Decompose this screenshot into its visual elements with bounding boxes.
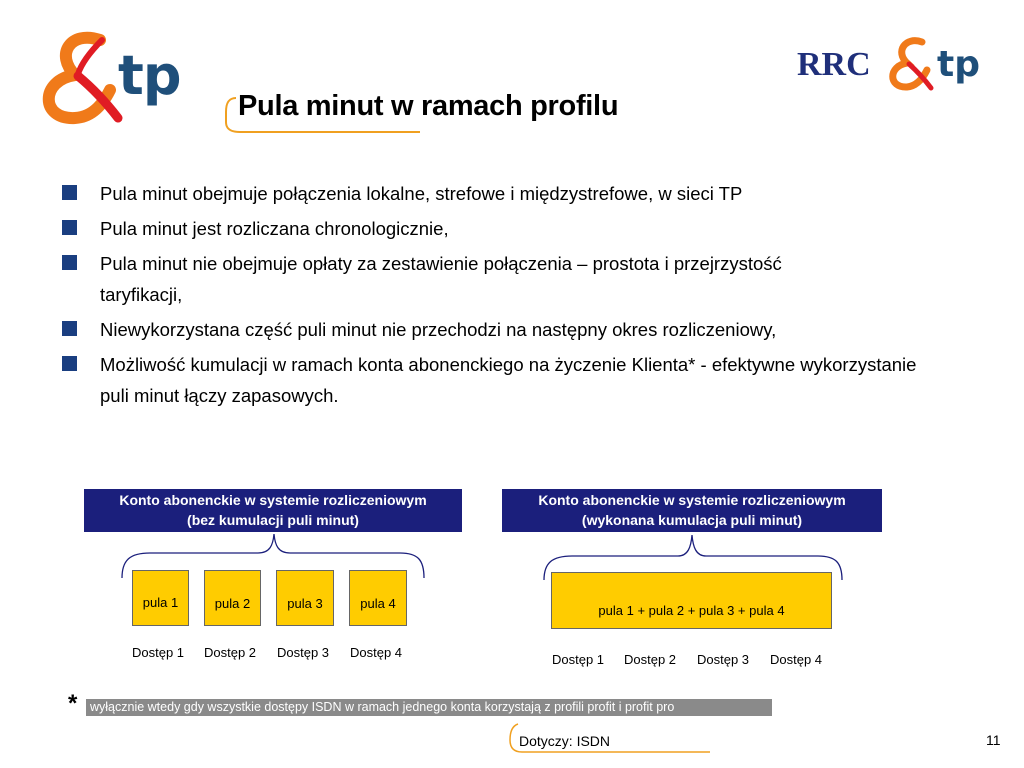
access-label-3: Dostęp 3 bbox=[277, 645, 330, 660]
access-label-1: Dostęp 1 bbox=[552, 652, 605, 667]
bullet-square-icon bbox=[62, 220, 77, 235]
pool-box-2: pula 2 bbox=[204, 570, 261, 626]
page-number: 11 bbox=[986, 732, 1001, 748]
pool-box-combined: pula 1 + pula 2 + pula 3 + pula 4 bbox=[551, 572, 832, 629]
header-line1: Konto abonenckie w systemie rozliczeniowym bbox=[119, 492, 427, 508]
bullet-text: Pula minut obejmuje połączenia lokalne, strefowe i międzystrefowe, w sieci TP bbox=[100, 183, 743, 204]
access-label-2: Dostęp 2 bbox=[624, 652, 677, 667]
tp-logo-left bbox=[38, 34, 188, 129]
bullet-text: Możliwość kumulacji w ramach konta abonenckiego na życzenie Klienta* - efektywne wykorzystanie puli minut łączy zapasowych. bbox=[100, 354, 917, 406]
bullet-item bbox=[62, 248, 860, 310]
tp-logo-text-right: tp bbox=[937, 44, 980, 85]
access-label-4: Dostęp 4 bbox=[350, 645, 403, 660]
header-line2: (bez kumulacji puli minut) bbox=[187, 512, 359, 528]
access-label-3: Dostęp 3 bbox=[697, 652, 750, 667]
bullet-square-icon bbox=[62, 356, 77, 371]
bullet-item bbox=[62, 213, 962, 244]
bullet-square-icon bbox=[62, 255, 77, 270]
slide-title: Pula minut w ramach profilu bbox=[238, 90, 619, 122]
access-label-4: Dostęp 4 bbox=[770, 652, 823, 667]
pool-box-1: pula 1 bbox=[132, 570, 189, 626]
bullet-square-icon bbox=[62, 321, 77, 336]
rrc-tp-logo bbox=[795, 38, 985, 94]
footnote-text: wyłącznie wtedy gdy wszystkie dostępy ISDN w ramach jednego konta korzystają z profili profit i profit pro bbox=[86, 699, 772, 716]
account-header-no-accumulation bbox=[84, 489, 462, 532]
bullet-list bbox=[62, 178, 962, 415]
header-line1: Konto abonenckie w systemie rozliczeniowym bbox=[538, 492, 846, 508]
footnote-star: * bbox=[68, 690, 78, 717]
access-label-2: Dostęp 2 bbox=[204, 645, 257, 660]
pool-box-3: pula 3 bbox=[276, 570, 334, 626]
bullet-square-icon bbox=[62, 185, 77, 200]
bullet-text: Pula minut nie obejmuje opłaty za zestawienie połączenia – prostota i przejrzystość taryfikacji, bbox=[100, 253, 782, 305]
bullet-item bbox=[62, 314, 962, 345]
pool-box-4: pula 4 bbox=[349, 570, 407, 626]
access-label-1: Dostęp 1 bbox=[132, 645, 185, 660]
bullet-item bbox=[62, 178, 962, 209]
footer-applies-to: Dotyczy: ISDN bbox=[519, 733, 611, 749]
bullet-text: Pula minut jest rozliczana chronologicznie, bbox=[100, 218, 449, 239]
tp-logo-text: tp bbox=[118, 44, 181, 107]
account-header-with-accumulation bbox=[502, 489, 882, 532]
rrc-logo-text: RRC bbox=[797, 46, 871, 83]
bullet-item bbox=[62, 349, 930, 411]
bullet-text: Niewykorzystana część puli minut nie przechodzi na następny okres rozliczeniowy, bbox=[100, 319, 777, 340]
header-line2: (wykonana kumulacja puli minut) bbox=[581, 512, 803, 528]
